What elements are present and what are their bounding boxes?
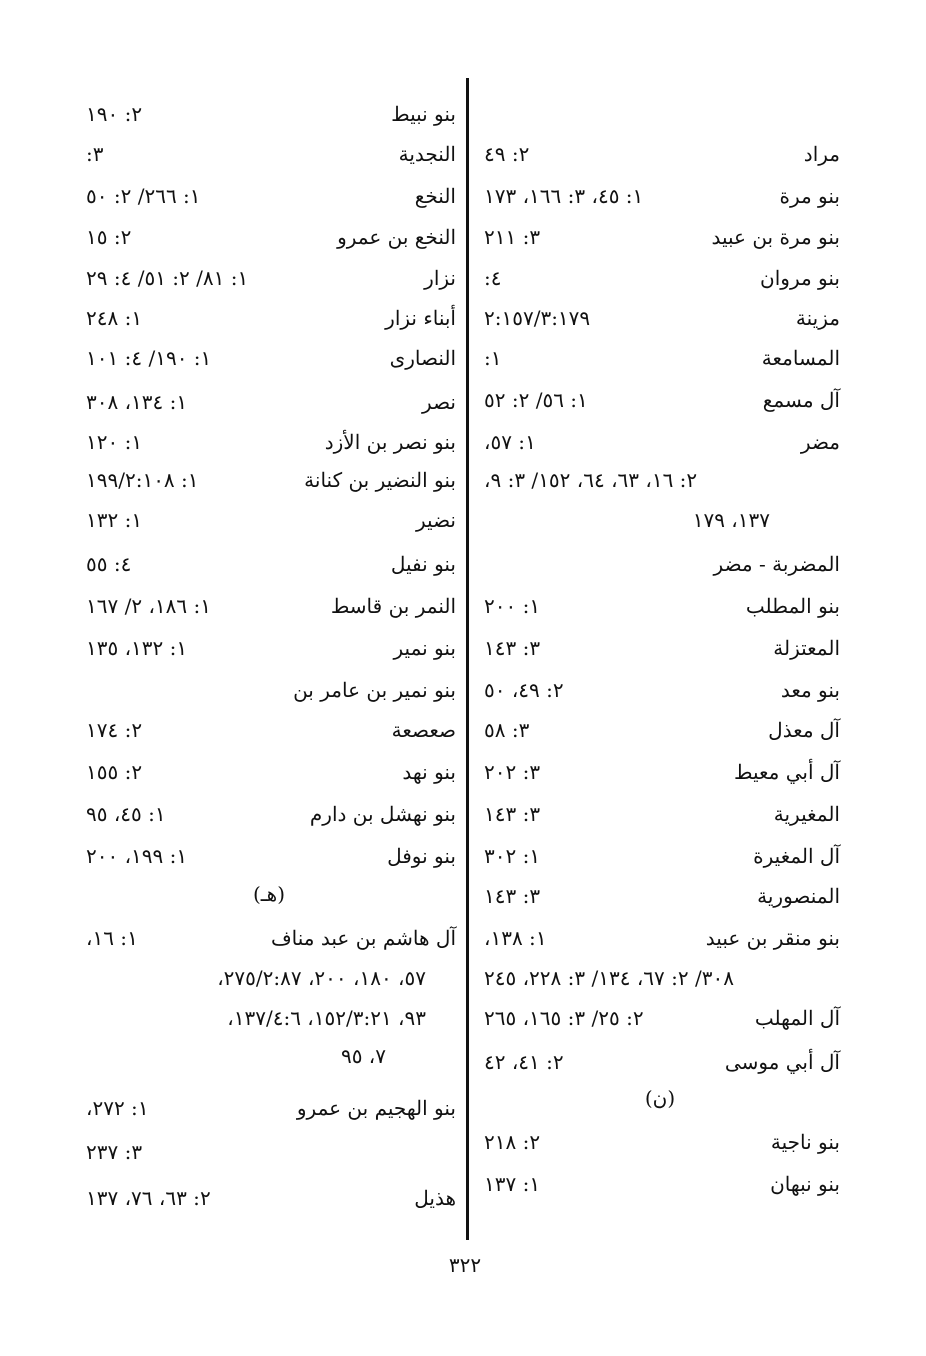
entry-references: ٢: ٦٣، ٧٦، ١٣٧ [86, 1186, 211, 1210]
entry-references: ١: ٨١/ ٢: ٥١/ ٤: ٢٩ [86, 266, 249, 290]
entry-references: ٣: ١٤٣ [484, 636, 541, 660]
entry-name: مزينة [795, 306, 840, 330]
index-entry [480, 546, 840, 582]
entry-name: بنو المطلب [745, 594, 840, 618]
index-entry [480, 424, 840, 460]
entry-references: ١: ٥٧، [484, 430, 536, 454]
entry-name: بنو نوفل [387, 844, 456, 868]
entry-references: ٢: ١٥ [86, 225, 132, 249]
index-entry [480, 920, 840, 956]
index-entry [480, 219, 840, 255]
entry-name: نضير [416, 508, 456, 532]
entry-references: ٣: [86, 142, 104, 166]
index-entry [82, 219, 456, 255]
entry-references: ٣: ١٤٣ [484, 802, 541, 826]
index-entry [82, 672, 456, 708]
entry-name: بنو معد [780, 678, 840, 702]
entry-references: ٣: ٥٨ [484, 718, 530, 742]
entry-name: بنو مرة بن عبيد [711, 225, 840, 249]
entry-name: نصر [422, 390, 456, 414]
entry-name: بنو نبيط [391, 102, 456, 126]
index-entry [82, 502, 456, 538]
entry-name: المنصورية [757, 884, 840, 908]
entry-references: ١: ١٩٩، ٢٠٠ [86, 844, 188, 868]
entry-name: آل المهلب [754, 1006, 840, 1030]
index-entry [82, 1180, 456, 1216]
entry-name: بنو نمير [393, 636, 456, 660]
entry-name: آل مسمع [762, 388, 840, 412]
entry-name: المضربة - مضر [713, 552, 840, 576]
entry-name: النجدية [398, 142, 456, 166]
index-entry [480, 382, 840, 418]
entry-name: بنو الهجيم بن عمرو [296, 1096, 456, 1120]
entry-name: صعصعة [391, 718, 456, 742]
entry-name: مضر [800, 430, 840, 454]
index-entry [480, 300, 840, 336]
index-entry [480, 838, 840, 874]
entry-name: نزار [424, 266, 456, 290]
entry-references: ١: ١٩٩/٢:١٠٨ [86, 468, 199, 492]
index-entry [82, 300, 456, 336]
entry-name: آل هاشم بن عبد مناف [270, 926, 456, 950]
index-entry [480, 878, 840, 914]
index-entry [82, 588, 456, 624]
index-entry [82, 1134, 456, 1170]
entry-references: ٥٧، ١٨٠، ٢٠٠، ٢٧٥/٢:٨٧، [217, 966, 426, 990]
entry-name: بنو نبهان [770, 1172, 840, 1196]
entry-references: ٢: ١٥٥ [86, 760, 143, 784]
entry-references: ٧، ٩٥ [340, 1044, 386, 1068]
entry-references: ١: ٢٧٢، [86, 1096, 149, 1120]
entry-name: بنو نصر بن الأزد [324, 430, 456, 454]
entry-references: ٣: ٢٠٢ [484, 760, 541, 784]
column-divider [466, 78, 469, 1240]
index-entry [480, 136, 840, 172]
entry-references: ٢: ٢٥/ ٣: ١٦٥، ٢٦٥ [484, 1006, 644, 1030]
entry-references: ٤: ٥٥ [86, 552, 132, 576]
index-entry [480, 1166, 840, 1202]
index-entry [82, 424, 456, 460]
entry-references: ١: ١٣٤، ٣٠٨ [86, 390, 188, 414]
entry-references: ١: ٣٠٢ [484, 844, 541, 868]
index-entry [82, 178, 456, 214]
entry-references: ١: ١٣٨، [484, 926, 547, 950]
entry-name: آل معذل [768, 718, 840, 742]
index-entry [480, 178, 840, 214]
entry-name: بنو منقر بن عبيد [705, 926, 840, 950]
entry-name: آل أبي موسى [724, 1050, 840, 1074]
entry-references: ١: ١٩٠/ ٤: ١٠١ [86, 346, 212, 370]
index-entry [82, 1090, 456, 1126]
entry-name: أبناء نزار [385, 306, 456, 330]
entry-name: النخع بن عمرو [337, 225, 456, 249]
entry-references: ١: ١٨٦، ٢/ ١٦٧ [86, 594, 211, 618]
index-entry [82, 384, 456, 420]
entry-name: آل المغيرة [753, 844, 840, 868]
entry-references: ٣: ٢١١ [484, 225, 541, 249]
index-entry [480, 502, 840, 538]
section-letter-heading: (هـ) [252, 882, 285, 906]
entry-name: النمر بن قاسط [330, 594, 456, 618]
entry-references: ٢: ٢١٨ [484, 1130, 541, 1154]
index-entry [480, 1044, 840, 1080]
index-entry [82, 136, 456, 172]
index-entry [82, 1038, 456, 1074]
index-entry [480, 796, 840, 832]
index-entry [82, 546, 456, 582]
entry-name: بنو النضير بن كنانة [304, 468, 456, 492]
entry-name: آل أبي معيط [734, 760, 840, 784]
index-entry [82, 462, 456, 498]
index-entry [480, 462, 840, 498]
entry-name: النخع [414, 184, 456, 208]
index-entry [82, 96, 456, 132]
entry-name: بنو ناجية [770, 1130, 840, 1154]
entry-name: هذيل [414, 1186, 456, 1210]
index-entry [82, 920, 456, 956]
index-entry [480, 1000, 840, 1036]
entry-name: بنو نهشل بن دارم [309, 802, 456, 826]
entry-references: ١: ١٢٠ [86, 430, 143, 454]
entry-name: المغيرية [773, 802, 840, 826]
entry-references: ٢: ٤١، ٤٢ [484, 1050, 564, 1074]
entry-references: ٢: ٤٩، ٥٠ [484, 678, 564, 702]
page-number: ٣٢٢ [448, 1253, 482, 1277]
entry-name: المعتزلة [773, 636, 840, 660]
entry-references: ٩٣، ١٥٢/٣:٢١، ١٣٧/٤:٦، [227, 1006, 426, 1030]
entry-references: ٣: ٢٣٧ [86, 1140, 143, 1164]
entry-references: ١: ٤٥، ٩٥ [86, 802, 166, 826]
index-entry [480, 754, 840, 790]
index-entry [82, 712, 456, 748]
entry-name: مراد [803, 142, 840, 166]
entry-references: ١: ١٣٢، ١٣٥ [86, 636, 188, 660]
entry-references: ٢: ٤٩ [484, 142, 530, 166]
index-entry [82, 754, 456, 790]
index-entry [82, 960, 456, 996]
index-entry [82, 838, 456, 874]
entry-references: ١: ٥٦/ ٢: ٥٢ [484, 388, 588, 412]
index-entry [82, 1000, 456, 1036]
entry-name: بنو مرة [779, 184, 840, 208]
entry-references: ١: ١٣٢ [86, 508, 143, 532]
entry-name: النصارى [389, 346, 456, 370]
entry-references: ١: ٢٤٨ [86, 306, 143, 330]
entry-references: ٤: [484, 266, 502, 290]
index-entry [480, 630, 840, 666]
entry-name: المسامعة [761, 346, 840, 370]
index-entry [480, 588, 840, 624]
entry-name: بنو نفيل [390, 552, 456, 576]
index-entry [480, 1080, 840, 1116]
index-entry [480, 260, 840, 296]
entry-references: ٢: ١٩٠ [86, 102, 143, 126]
index-entry [82, 260, 456, 296]
entry-references: ١: ٢٠٠ [484, 594, 541, 618]
entry-name: بنو نمير بن عامر بن [293, 678, 456, 702]
entry-name: بنو نهد [402, 760, 456, 784]
entry-references: ١: ١٦، [86, 926, 138, 950]
entry-references: ٢:١٥٧/٣:١٧٩ [484, 306, 591, 330]
entry-references: ٢: ١٧٤ [86, 718, 143, 742]
entry-references: ١: ٢٦٦/ ٢: ٥٠ [86, 184, 201, 208]
entry-references: ٢: ١٦، ٦٣، ٦٤، ١٥٢/ ٣: ٩، [484, 468, 698, 492]
entry-references: ١٣٧، ١٧٩ [692, 508, 770, 532]
entry-references: ١: ١٣٧ [484, 1172, 541, 1196]
index-entry [82, 796, 456, 832]
entry-references: ١: ٤٥، ٣: ١٦٦، ١٧٣ [484, 184, 644, 208]
entry-name: بنو مروان [760, 266, 840, 290]
index-entry [480, 340, 840, 376]
index-entry [480, 1124, 840, 1160]
section-letter-heading: (ن) [644, 1086, 676, 1110]
index-entry [82, 630, 456, 666]
index-entry [480, 672, 840, 708]
entry-references: ١: [484, 346, 502, 370]
entry-references: ٣: ١٤٣ [484, 884, 541, 908]
entry-references: ٣٠٨/ ٢: ٦٧، ١٣٤/ ٣: ٢٢٨، ٢٤٥ [484, 966, 734, 990]
index-entry [480, 712, 840, 748]
index-entry [480, 960, 840, 996]
index-entry [82, 340, 456, 376]
index-entry [82, 876, 456, 912]
